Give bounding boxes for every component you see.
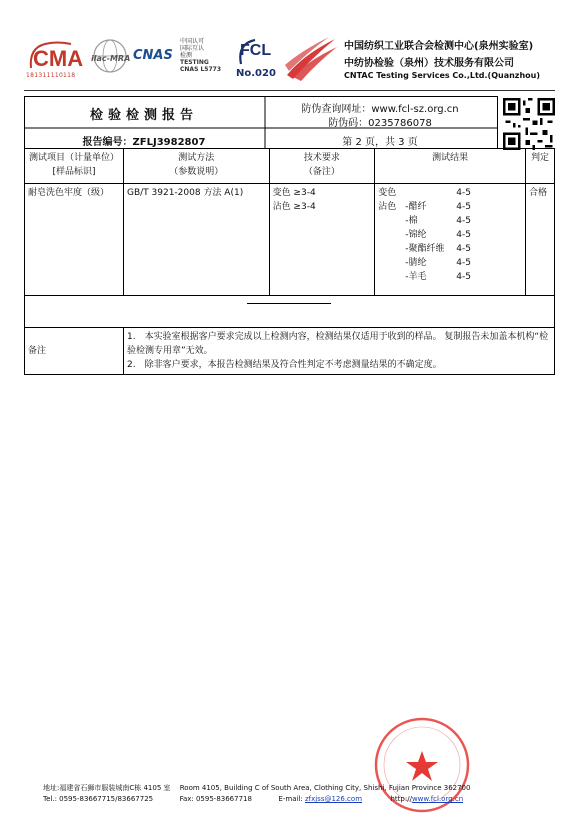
fcl-number: No.020 (236, 68, 276, 79)
cell-requirement (269, 184, 375, 296)
remark-2: 2. 除非客户要求，本报告检测结果及符合性判定不考虑测量结果的不确定度。 (126, 360, 442, 370)
result-line: -羊毛 4-5 (378, 272, 471, 282)
cell-judgement: 合格 (526, 184, 555, 296)
result-line: -聚酯纤维 4-5 (378, 244, 471, 254)
end-marker-cell (25, 296, 555, 328)
ilac-mra-logo: ilac-MRA (91, 54, 131, 63)
cell-method: GB/T 3921-2008 方法 A(1) (123, 184, 269, 296)
header-result: 测试结果 (375, 149, 526, 184)
remarks-row (25, 328, 555, 375)
cntac-swoosh-icon (283, 35, 338, 81)
footer-web-link[interactable]: www.fcl.org.cn (411, 795, 464, 803)
svg-text:CMA: CMA (33, 46, 84, 71)
remark-1: 1. 本实验室根据客户要求完成以上检测内容，检测结果仅适用于收到的样品。 复制报告未加盖本机构“检验检测专用章”无效。 (126, 332, 549, 356)
header-method: 测试方法 （参数说明） (123, 149, 269, 184)
page-info: 第 2 页，共 3 页 (342, 137, 418, 148)
header-item: 测试项目（计量单位） [样品标识] (25, 149, 124, 184)
org-name-cn-1: 中国纺织工业联合会检测中心(泉州实验室) (344, 41, 534, 52)
result-line: -锦纶 4-5 (378, 230, 471, 240)
anti-fake-code: 防伪码：0235786078 (328, 118, 432, 129)
qr-code-icon (503, 98, 555, 150)
footer-address: 地址:福建省石狮市服装城南C栋 4105 室 Room 4105, Building C of South Area, Clothing City, Shishi, Fujian Province 362700 (43, 784, 471, 792)
anti-fake-url: 防伪查询网址：www.fcl-sz.org.cn (301, 104, 459, 115)
footer-email-label: E-mail: (278, 795, 305, 803)
remarks-label: 备注 (25, 328, 124, 375)
requirement-line: 沾色 ≥3-4 (272, 202, 316, 212)
header-requirement: 技术要求 （备注） (269, 149, 375, 184)
result-line: -腈纶 4-5 (378, 258, 471, 268)
cnas-logo: CNAS (133, 48, 173, 63)
table-blank-row (25, 296, 555, 328)
footer-contact (43, 795, 463, 803)
requirement-line: 变色 ≥3-4 (272, 188, 316, 198)
footer-tel: Tel.: 0595-83667715/83667725 (43, 795, 154, 803)
end-of-results-line (247, 303, 331, 304)
result-line: 沾色 -醋纤 4-5 (378, 202, 471, 212)
report-number: 报告编号：ZFLJ3982807 (82, 137, 206, 148)
table-row (25, 184, 555, 296)
cnas-accreditation-text: 中国认可 国际互认 检测 TESTING CNAS L5773 (180, 38, 222, 73)
remarks-content (123, 328, 554, 375)
footer-fax: Fax: 0595-83667718 (179, 795, 252, 803)
fcl-logo: FCL (240, 42, 272, 59)
table-header-row (25, 149, 555, 184)
test-results-table (24, 148, 555, 375)
org-name-cn-2: 中纺协检验（泉州）技术服务有限公司 (344, 58, 514, 69)
cell-item: 耐皂洗色牢度（级） (25, 184, 124, 296)
header-divider (24, 90, 555, 91)
header-judgement: 判定 (526, 149, 555, 184)
org-name-en: CNTAC Testing Services Co.,Ltd.(Quanzhou) (344, 71, 540, 80)
cma-number: 181311110118 (26, 72, 76, 79)
footer-email-link[interactable]: zfxjss@126.com (304, 795, 363, 803)
cell-results (375, 184, 526, 296)
result-line: 变色 4-5 (378, 188, 471, 198)
result-line: -棉 4-5 (378, 216, 471, 226)
report-title: 检验检测报告 (89, 108, 198, 123)
footer-web-label: http:// (390, 795, 412, 803)
